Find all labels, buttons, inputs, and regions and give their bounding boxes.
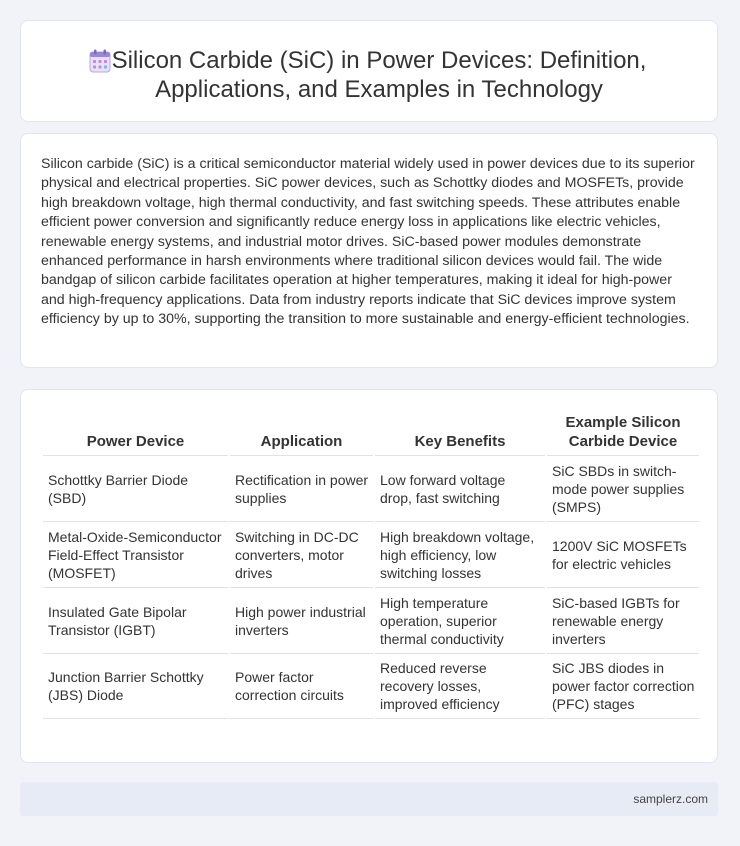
devices-table: [41, 411, 701, 719]
table-row: [43, 587, 699, 653]
table-cell: Insulated Gate Bipolar Transistor (IGBT): [43, 587, 228, 653]
footer-bar: [20, 782, 718, 816]
table-row: [43, 521, 699, 587]
calendar-icon: [89, 49, 111, 73]
page-title: Silicon Carbide (SiC) in Power Devices: Definition, Applications, and Examples in Technology: [111, 47, 647, 103]
column-header: Key Benefits: [414, 433, 506, 450]
table-cell: High power industrial inverters: [230, 587, 373, 653]
table-cell: Reduced reverse recovery losses, improved efficiency: [375, 653, 545, 719]
column-header: Application: [260, 433, 343, 450]
table-row: [43, 455, 699, 521]
table-cell: SiC-based IGBTs for renewable energy inverters: [547, 587, 699, 653]
table-cell: Switching in DC-DC converters, motor drives: [230, 521, 373, 587]
table-cell: Metal-Oxide-Semiconductor Field-Effect Transistor (MOSFET): [43, 521, 228, 587]
table-header-row: [43, 411, 699, 455]
table-cell: SiC SBDs in switch-mode power supplies (SMPS): [547, 455, 699, 521]
table-cell: 1200V SiC MOSFETs for electric vehicles: [547, 521, 699, 587]
title-wrap: [21, 46, 717, 104]
table-cell: Schottky Barrier Diode (SBD): [43, 455, 228, 521]
column-header: Example Silicon Carbide Device: [565, 414, 681, 450]
table-cell: Junction Barrier Schottky (JBS) Diode: [43, 653, 228, 719]
column-header: Power Device: [86, 433, 185, 450]
table-card: [20, 389, 718, 763]
intro-paragraph: Silicon carbide (SiC) is a critical semiconductor material widely used in power devices due to its superior physical and electrical properties. SiC power devices, such as Schottky diodes and MOSFETs, provide high breakdown voltage, high thermal conductivity, and fast switching speeds. These attributes enable efficient power conversion and significantly reduce energy loss in applications like electric vehicles, renewable energy systems, and industrial motor drives. SiC-based power modules demonstrate enhanced performance in harsh environments where traditional silicon devices would fail. The wide bandgap of silicon carbide facilitates operation at higher temperatures, making it ideal for high-power and high-frequency applications. Data from industry reports indicate that SiC devices improve system efficiency by up to 30%, supporting the transition to more sustainable and energy-efficient technologies.: [41, 156, 695, 328]
footer-site-link[interactable]: samplerz.com: [633, 792, 708, 806]
intro-card: [20, 133, 718, 368]
table-cell: High temperature operation, superior thermal conductivity: [375, 587, 545, 653]
table-row: [43, 653, 699, 719]
table-cell: SiC JBS diodes in power factor correction (PFC) stages: [547, 653, 699, 719]
table-cell: Rectification in power supplies: [230, 455, 373, 521]
title-card: [20, 20, 718, 122]
table-cell: High breakdown voltage, high efficiency, low switching losses: [375, 521, 545, 587]
table-cell: Low forward voltage drop, fast switching: [375, 455, 545, 521]
table-cell: Power factor correction circuits: [230, 653, 373, 719]
